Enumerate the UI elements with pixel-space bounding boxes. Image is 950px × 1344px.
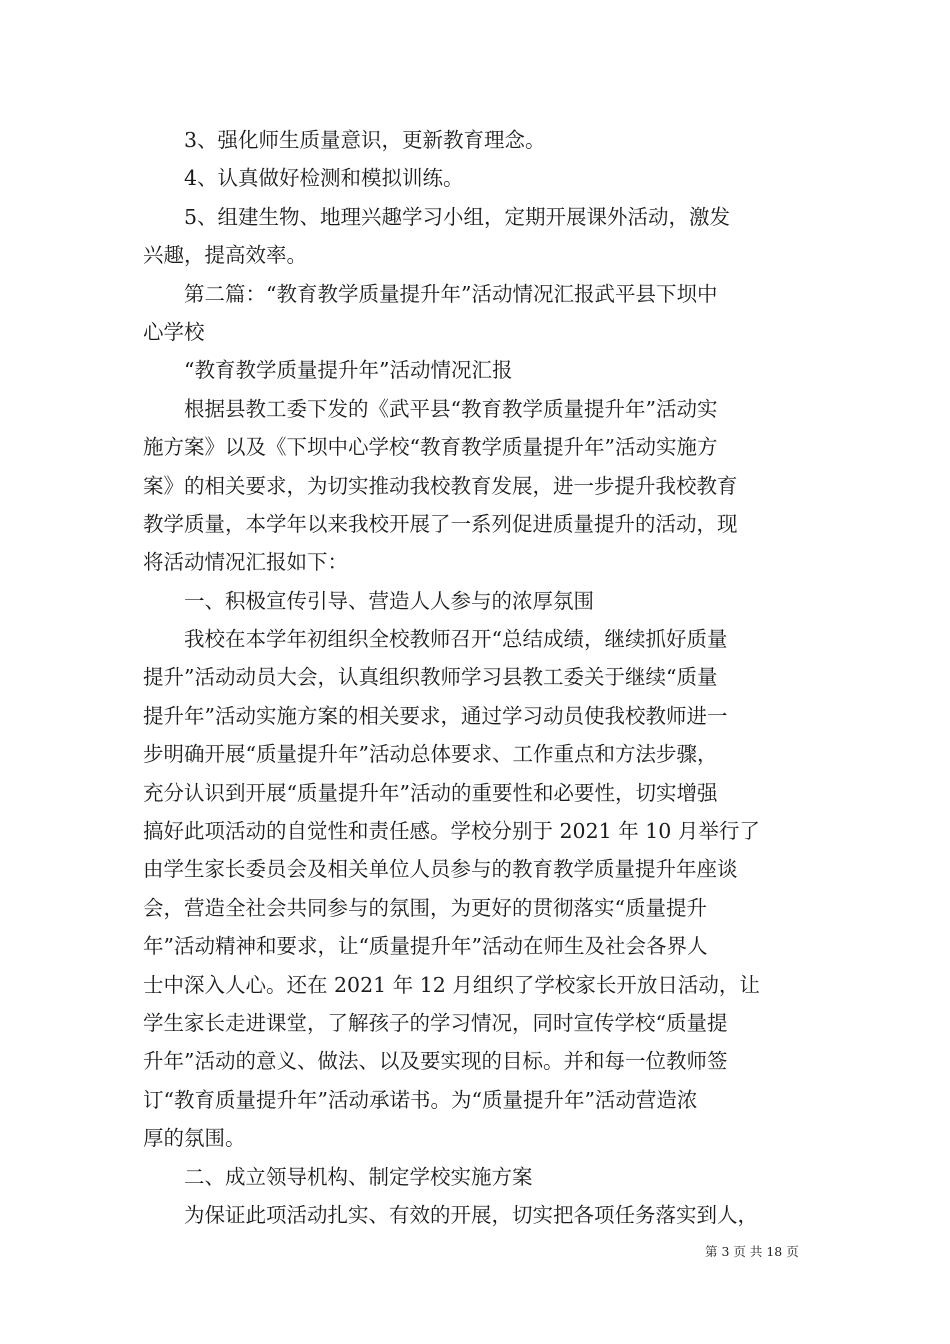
- text-line: 心学校: [143, 319, 205, 344]
- text-line: 升年”活动的意义、做法、以及要实现的目标。并和每一位教师签: [143, 1049, 728, 1074]
- text-line: 将活动情况汇报如下：: [143, 550, 348, 575]
- text-line: 学生家长走进课堂，了解孩子的学习情况，同时宣传学校“质量提: [143, 1010, 728, 1035]
- text-line: 4、认真做好检测和模拟训练。: [143, 166, 464, 191]
- section-heading: 一、积极宣传引导、营造人人参与的浓厚氛围: [143, 588, 594, 613]
- page-number-footer: 第 3 页 共 18 页: [705, 1244, 799, 1259]
- text-line: 士中深入人心。还在 2021 年 12 月组织了学校家长开放日活动，让: [143, 972, 760, 997]
- text-line: 3、强化师生质量意识，更新教育理念。: [143, 128, 546, 152]
- text-line: 施方案》以及《下坝中心学校“教育教学质量提升年”活动实施方: [143, 435, 718, 460]
- section-heading: 二、成立领导机构、制定学校实施方案: [143, 1164, 533, 1189]
- text-line: 年”活动精神和要求，让“质量提升年”活动在师生及社会各界人: [143, 934, 708, 959]
- text-line: 我校在本学年初组织全校教师召开“总结成绩，继续抓好质量: [143, 627, 728, 652]
- text-line: 会，营造全社会共同参与的氛围，为更好的贯彻落实“质量提升: [143, 895, 707, 920]
- text-line: 5、组建生物、地理兴趣学习小组，定期开展课外活动，激发: [143, 204, 731, 229]
- text-line: 充分认识到开展“质量提升年”活动的重要性和必要性，切实增强: [143, 780, 718, 805]
- text-line: 案》的相关要求，为切实推动我校教育发展，进一步提升我校教育: [143, 473, 738, 498]
- text-line: 步明确开展“质量提升年”活动总体要求、工作重点和方法步骤，: [143, 742, 718, 767]
- text-line: 厚的氛围。: [143, 1126, 246, 1151]
- text-line: 为保证此项活动扎实、有效的开展，切实把各项任务落实到人，: [143, 1202, 758, 1227]
- body-text: [143, 121, 818, 1234]
- text-line: 根据县教工委下发的《武平县“教育教学质量提升年”活动实: [143, 396, 718, 421]
- text-line: 搞好此项活动的自觉性和责任感。学校分别于 2021 年 10 月举行了: [143, 819, 760, 844]
- text-line: 兴趣，提高效率。: [143, 243, 307, 268]
- text-line: 由学生家长委员会及相关单位人员参与的教育教学质量提升年座谈: [143, 857, 738, 882]
- text-line: 第二篇：“教育教学质量提升年”活动情况汇报武平县下坝中: [143, 281, 718, 306]
- text-line: 订“教育质量提升年”活动承诺书。为“质量提升年”活动营造浓: [143, 1087, 698, 1112]
- text-line: 教学质量，本学年以来我校开展了一系列促进质量提升的活动，现: [143, 511, 738, 536]
- text-line: 提升年”活动实施方案的相关要求，通过学习动员使我校教师进一: [143, 703, 728, 728]
- text-line: 提升”活动动员大会，认真组织教师学习县教工委关于继续“质量: [143, 665, 718, 690]
- section-title: “教育教学质量提升年”活动情况汇报: [143, 358, 513, 383]
